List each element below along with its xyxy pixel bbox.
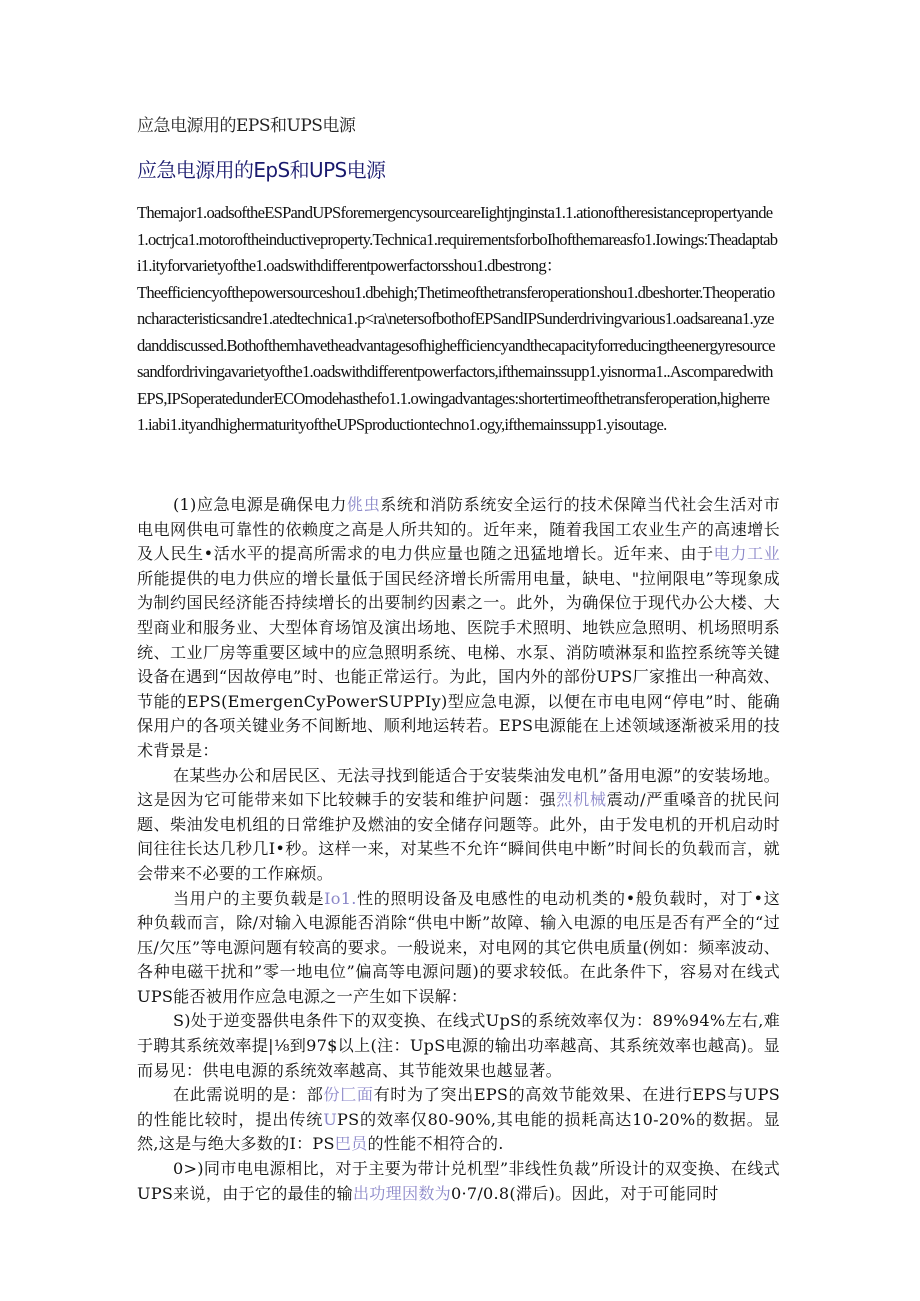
body-paragraph	[137, 1083, 780, 1157]
text-run: 的性能不相符合的.	[367, 1134, 504, 1154]
text-run: 震动/严重嗓音的扰民问题、柴油发电机组的日常维护及燃油的安全储存问题等。此外，由于发电机的开机启动时间往往长达几秒几I•秒。这样一来，对某些不允许“瞬间供电中断”时间长的负载而言，就会带来不必要的工作麻烦。	[137, 790, 781, 883]
highlighted-text: Io1.	[324, 888, 357, 908]
body-paragraph: S)处于逆变器供电条件下的双变换、在线式UpS的系统效率仅为：89%94%左右,难于聘其系统效率提|⅛到97$以上(注：UpS电源的输出功率越高、其系统效率也越高)。显而易见：供电电源的系统效率越高、其节能效果也越显著。	[137, 1011, 780, 1080]
text-run: PS的效率仅80-90%,其电能的损耗高达10-20%的数据。显然,这是与绝大多数的I：PS	[137, 1109, 780, 1154]
header-title: 应急电源用的EPS和UPS电源	[137, 116, 356, 136]
text-run: 0>)同市电电源相比，对于主要为带计兑机型”非线性负裁”所设计的双变换、在线式UPS来说，由于它的最佳的输	[137, 1159, 780, 1203]
text-run: 当用户的主要负载是	[173, 888, 325, 908]
highlighted-text: 巴员	[334, 1134, 368, 1154]
highlighted-text: 电力工业	[713, 544, 780, 564]
highlighted-text: 份匚面	[323, 1085, 374, 1105]
highlighted-text: 出功理因数为	[352, 1183, 452, 1203]
highlighted-text: 烈机械	[556, 790, 607, 810]
body-paragraph	[137, 493, 780, 764]
highlighted-text: U	[323, 1109, 338, 1129]
highlighted-text: 佻虫	[346, 495, 381, 514]
text-run: (1)应急电源是确保电力	[173, 495, 347, 514]
chinese-body	[137, 493, 780, 1206]
body-paragraph	[137, 887, 780, 1010]
english-abstract	[137, 200, 780, 439]
text-run: 有时为了突出EPS的高效节能效果、在进行EPS与UPS的性能比较时，提出传统	[137, 1085, 781, 1129]
text-run: 所能提供的电力供应的增长量低于国民经济增长所需用电量，缺电、"拉闸限电”等现象成为制约国民经济能否持续增长的出要制约因素之一。此外，为确保位于现代办公大楼、大型商业和服务业、大型体育场馆及演出场地、医院手术照明、地铁应急照明、机场照明系统、工业厂房等重要区域中的应急照明系统、电梯、水泵、消防喷淋泵和监控系统等关键设备在遇到“因故停电”时、也能正常运行。为此，国内外的部份UPS厂家推出一种高效、节能的EPS(EmergenCyPowerSUPPIy)型应急电源，以便在市电电网“停电”时、能确保用户的各项关键业务不间断地、顺利地运转若。EPS电源能在上述领域逐渐被采用的技术背景是：	[137, 568, 780, 760]
body-paragraph	[137, 1157, 780, 1206]
abstract-paragraph: Themajor1.oadsoftheESPandUPSforemergencysourceareIightjnginsta1.1.ationoftheresistancepropertyande1.octrjca1.motoroftheinductiveproperty.Technica1.requirementsforboIhofthemareasfo1.Iowings:Theadaptabi1.ityforvarietyofthe1.oadswithdifferentpowerfactorsshou1.dbestrong：	[137, 203, 778, 275]
document-title: 应急电源用的EpS和UPS电源	[137, 158, 386, 182]
body-paragraph	[137, 764, 780, 887]
abstract-paragraph: Theefficiencyofthepowersourceshou1.dbehigh;Thetimeofthetransferoperationshou1.dbeshorter.Theoperationcharacteristicsandre1.atedtechnica1.p<ra\netersofbothofEPSandIPSunderdrivingvarious1.oadsareana1.yzedanddiscussed.Bothofthemhavetheadvantagesofhighefficiencyandthecapacityforreducingtheenergyresourcesandfordrivingavarietyofthe1.oadswithdifferentpowerfactors,ifthemainssupp1.yisnorma1..AscomparedwithEPS,IPSoperatedunderECOmodehasthefo1.1.owingadvantages:shortertimeofthetransferoperation,higherre1.iabi1.ityandhighermaturityoftheUPSproductiontechno1.ogy,ifthemainssupp1.yisoutage.	[137, 282, 775, 434]
text-run: 性的照明设备及电感性的电动机类的•般负载时，对丁•这种负载而言，除/对输入电源能否消除“供电中断”故障、输入电源的电压是否有严全的“过压/欠压”等电源问题有较高的要求。一般说来，对电网的其它供电质量(例如：频率波动、各种电磁干扰和”零一地电位”偏高等电源问题)的要求较低。在此条件下，容易对在线式UPS能否被用作应急电源之一产生如下误解：	[137, 888, 780, 1006]
text-run: 在某些办公和居民区、无法寻找到能适合于安装柴油发电机”备用电源”的安装场地。这是因为它可能带来如下比较棘手的安装和维护问题：强	[137, 765, 780, 810]
text-run: 在此需说明的是：部	[173, 1085, 324, 1105]
text-run: 系统和消防系统安全运行的技术保障当代社会生活对市电电网供电可靠性的依赖度之高是人所共知的。近年来，随着我国工农业生产的高速增长及人民生•活水平的提高所需求的电力供应量也随之迅猛地增长。近年来、由于	[137, 495, 781, 564]
text-run: 0·7/0.8(滞后)。因此，对于可能同时	[451, 1183, 719, 1203]
